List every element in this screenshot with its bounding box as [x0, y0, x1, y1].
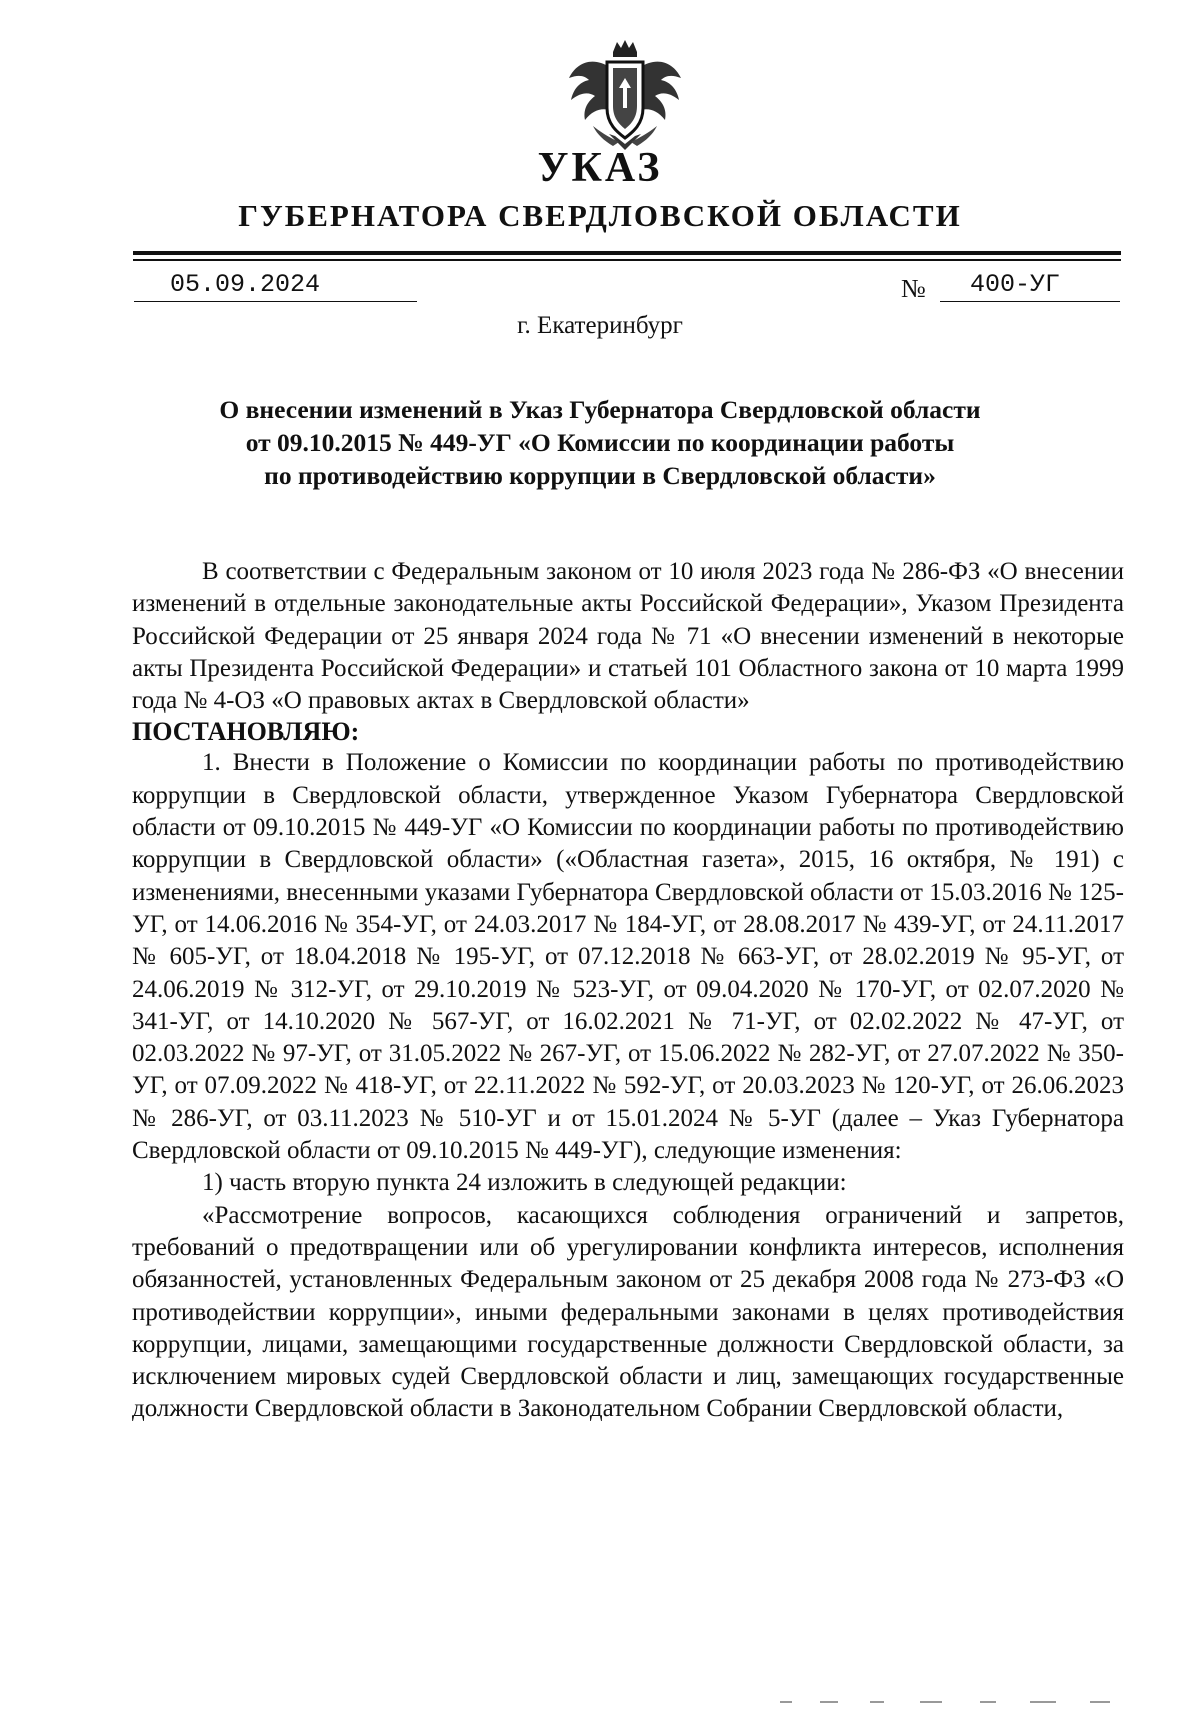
header-rule-thin — [133, 259, 1121, 261]
coat-of-arms-icon — [563, 38, 687, 156]
document-heading — [100, 393, 1100, 492]
document-body — [132, 556, 1124, 1426]
document-city: г. Екатеринбург — [517, 312, 683, 339]
item-1-paragraph: 1. Внести в Положение о Комиссии по координации работы по противодействию коррупции в Свердловской области, утвержденное Указом Губернатора Свердловской области от 09.10.2015 № 449-УГ «О Комиссии по координации работы по противодействию коррупции в Свердловской области» («Областная газета», 2015, 16 октября, № 191) с изменениями, внесенными указами Губернатора Свердловской области от 15.03.2016 № 125-УГ, от 14.06.2016 № 354-УГ, от 24.03.2017 № 184-УГ, от 28.08.2017 № 439-УГ, от 24.11.2017 № 605-УГ, от 18.04.2018 № 195-УГ, от 07.12.2018 № 663-УГ, от 28.02.2019 № 95-УГ, от 24.06.2019 № 312-УГ, от 29.10.2019 № 523-УГ, от 09.04.2020 № 170-УГ, от 02.07.2020 № 341-УГ, от 14.10.2020 № 567-УГ, от 16.02.2021 № 71-УГ, от 02.02.2022 № 47-УГ, от 02.03.2022 № 97-УГ, от 31.05.2022 № 267-УГ, от 15.06.2022 № 282-УГ, от 27.07.2022 № 350-УГ, от 07.09.2022 № 418-УГ, от 22.11.2022 № 592-УГ, от 20.03.2023 № 120-УГ, от 26.06.2023 № 286-УГ, от 03.11.2023 № 510-УГ и от 15.01.2024 № 5-УГ (далее – Указ Губернатора Свердловской области от 09.10.2015 № 449-УГ), следующие изменения: — [132, 749, 1124, 1165]
decree-word: ПОСТАНОВЛЯЮ: — [132, 717, 360, 747]
document-subtitle: ГУБЕРНАТОРА СВЕРДЛОВСКОЙ ОБЛАСТИ — [238, 198, 962, 233]
document-title: УКАЗ — [537, 145, 663, 191]
quote-paragraph: «Рассмотрение вопросов, касающихся соблюдения ограничений и запретов, требований о предотвращении или об урегулировании конфликта интересов, исполнения обязанностей, установленных Федеральным законом от 25 декабря 2008 года № 273-ФЗ «О противодействии коррупции», иными федеральными законами в целях противодействия коррупции, лицами, замещающими государственные должности Свердловской области, за исключением мировых судей Свердловской области и лиц, замещающих государственные должности Свердловской области в Законодательном Собрании Свердловской области, — [132, 1201, 1124, 1423]
coat-of-arms-emblem — [563, 38, 687, 156]
number-sign: № — [901, 274, 926, 303]
heading-line: по противодействию коррупции в Свердловской области» — [264, 461, 936, 490]
scan-noise-marks — [780, 1700, 1140, 1704]
subitem-1-paragraph: 1) часть вторую пункта 24 изложить в следующей редакции: — [202, 1169, 847, 1197]
heading-line: О внесении изменений в Указ Губернатора Свердловской области — [219, 395, 981, 424]
preamble-paragraph: В соответствии с Федеральным законом от 10 июля 2023 года № 286-ФЗ «О внесении изменений в отдельные законодательные акты Российской Федерации», Указом Президента Российской Федерации от 25 января 2024 года № 71 «О внесении изменений в некоторые акты Президента Российской Федерации» и статьей 101 Областного закона от 10 марта 1999 года № 4-ОЗ «О правовых актах в Свердловской области» — [132, 558, 1124, 715]
header-rule-thick — [133, 251, 1121, 255]
document-number: 400-УГ — [940, 268, 1120, 302]
heading-line: от 09.10.2015 № 449-УГ «О Комиссии по координации работы — [245, 428, 955, 457]
document-date: 05.09.2024 — [134, 268, 417, 302]
